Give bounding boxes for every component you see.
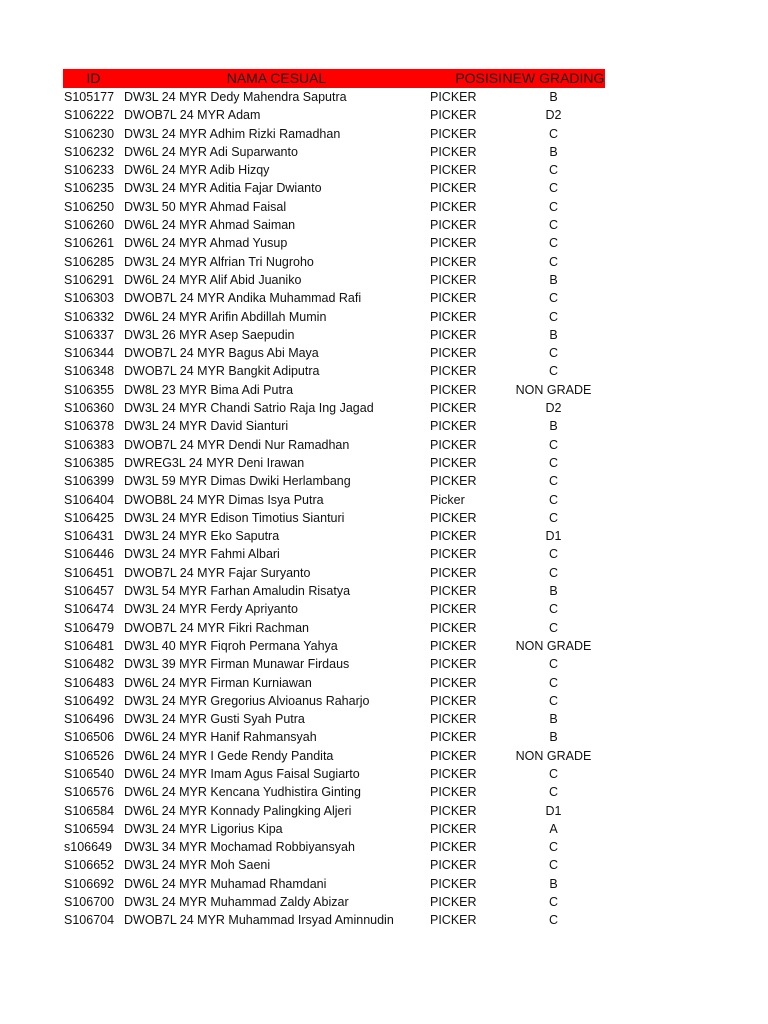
cell-posisi[interactable]: PICKER (430, 730, 477, 745)
cell-posisi[interactable]: PICKER (430, 766, 477, 781)
cell-id[interactable]: S105177 (64, 90, 115, 104)
table-row (63, 234, 605, 252)
table-row (63, 472, 605, 490)
table-row (63, 362, 605, 380)
cell-grading[interactable]: C (548, 199, 559, 214)
table-row (63, 820, 605, 838)
cell-posisi[interactable]: PICKER (430, 455, 477, 470)
table-row (63, 381, 605, 399)
cell-name[interactable]: DW3L 40 MYR Fiqroh Permana Yahya (124, 638, 338, 653)
table-row (63, 491, 605, 509)
cell-posisi[interactable]: PICKER (430, 126, 477, 141)
cell-name[interactable]: DW3L 24 MYR Muhammad Zaldy Abizar (124, 895, 349, 910)
cell-id[interactable]: S106700 (64, 895, 115, 910)
table-row (63, 765, 605, 783)
cell-posisi[interactable]: PICKER (430, 693, 477, 708)
cell-id[interactable]: S106285 (64, 254, 115, 269)
cell-id[interactable]: S106425 (64, 510, 115, 525)
cell-posisi[interactable]: PICKER (430, 840, 477, 855)
cell-grading[interactable]: C (548, 346, 559, 361)
cell-name[interactable]: DW6L 24 MYR Imam Agus Faisal Sugiarto (124, 766, 360, 781)
cell-name[interactable]: DW6L 24 MYR Hanif Rahmansyah (124, 730, 317, 745)
cell-posisi[interactable]: PICKER (430, 620, 477, 635)
cell-grading[interactable]: NON GRADE (515, 382, 592, 397)
cell-name[interactable]: DW3L 26 MYR Asep Saepudin (124, 327, 295, 342)
cell-id[interactable]: S106481 (64, 638, 115, 653)
cell-name[interactable]: DW6L 24 MYR Kencana Yudhistira Ginting (124, 785, 361, 800)
table-row (63, 417, 605, 435)
cell-name[interactable]: DW3L 24 MYR Adhim Rizki Ramadhan (124, 126, 341, 141)
table-row (63, 783, 605, 801)
table-row (63, 527, 605, 545)
cell-grading[interactable]: C (548, 181, 559, 196)
cell-posisi[interactable]: PICKER (430, 419, 477, 434)
cell-name[interactable]: DW3L 24 MYR David Sianturi (124, 419, 289, 434)
cell-grading[interactable]: C (548, 913, 559, 928)
cell-grading[interactable]: C (548, 895, 559, 910)
cell-name[interactable]: DWOB8L 24 MYR Dimas Isya Putra (124, 492, 324, 507)
cell-posisi[interactable]: PICKER (430, 547, 477, 562)
cell-name[interactable]: DW6L 24 MYR Adi Suparwanto (124, 144, 298, 159)
cell-posisi[interactable]: PICKER (430, 602, 477, 617)
cell-posisi[interactable]: PICKER (430, 364, 477, 379)
cell-posisi[interactable]: PICKER (430, 821, 477, 836)
cell-name[interactable]: DWREG3L 24 MYR Deni Irawan (124, 455, 305, 470)
cell-posisi[interactable]: PICKER (430, 876, 477, 891)
table-row (63, 655, 605, 673)
cell-posisi[interactable]: PICKER (430, 90, 477, 104)
cell-posisi[interactable]: PICKER (430, 529, 477, 544)
cell-name[interactable]: DW3L 24 MYR Aditia Fajar Dwianto (124, 181, 322, 196)
cell-grading[interactable]: B (549, 90, 558, 104)
cell-name[interactable]: DW3L 24 MYR Edison Timotius Sianturi (124, 510, 345, 525)
cell-name[interactable]: DW3L 39 MYR Firman Munawar Firdaus (124, 657, 350, 672)
cell-id[interactable]: S106652 (64, 858, 115, 873)
cell-posisi[interactable]: PICKER (430, 895, 477, 910)
cell-grading[interactable]: C (548, 364, 559, 379)
cell-posisi[interactable]: PICKER (430, 803, 477, 818)
cell-posisi[interactable]: PICKER (430, 858, 477, 873)
table-row (63, 564, 605, 582)
table-row (63, 125, 605, 143)
cell-grading[interactable]: C (548, 565, 559, 580)
cell-name[interactable]: DW3L 24 MYR Gregorius Alvioanus Raharjo (124, 693, 370, 708)
cell-id[interactable]: s106649 (64, 840, 112, 855)
cell-name[interactable]: DW3L 59 MYR Dimas Dwiki Herlambang (124, 474, 351, 489)
cell-posisi[interactable]: PICKER (430, 254, 477, 269)
cell-id[interactable]: S106383 (64, 437, 115, 452)
cell-id[interactable]: S106260 (64, 218, 115, 233)
cell-id[interactable]: S106399 (64, 474, 115, 489)
cell-name[interactable]: DW3L 24 MYR Chandi Satrio Raja Ing Jagad (124, 401, 374, 416)
cell-grading[interactable]: C (548, 218, 559, 233)
table-row (63, 674, 605, 692)
cell-posisi[interactable]: PICKER (430, 565, 477, 580)
table-row (63, 802, 605, 820)
cell-grading[interactable]: C (548, 547, 559, 562)
cell-name[interactable]: DW3L 24 MYR Dedy Mahendra Saputra (124, 90, 347, 104)
cell-grading[interactable]: C (548, 309, 559, 324)
table-row (63, 253, 605, 271)
cell-id[interactable]: S106250 (64, 199, 115, 214)
cell-id[interactable]: S106230 (64, 126, 115, 141)
cell-name[interactable]: DWOB7L 24 MYR Andika Muhammad Rafi (124, 291, 362, 306)
cell-name[interactable]: DW3L 24 MYR Ligorius Kipa (124, 821, 283, 836)
spreadsheet-table (63, 69, 605, 930)
cell-name[interactable]: DWOB7L 24 MYR Fajar Suryanto (124, 565, 311, 580)
cell-name[interactable]: DW3L 24 MYR Eko Saputra (124, 529, 280, 544)
cell-id[interactable]: S106404 (64, 492, 115, 507)
table-row (63, 326, 605, 344)
cell-grading[interactable]: D2 (545, 401, 562, 416)
table-row (63, 143, 605, 161)
cell-grading[interactable]: C (548, 437, 559, 452)
cell-id[interactable]: S106540 (64, 766, 115, 781)
table-row (63, 179, 605, 197)
cell-name[interactable]: DW3L 50 MYR Ahmad Faisal (124, 199, 287, 214)
table-row (63, 911, 605, 929)
cell-grading[interactable]: NON GRADE (515, 638, 592, 653)
table-row (63, 710, 605, 728)
table-row (63, 875, 605, 893)
cell-posisi[interactable]: PICKER (430, 309, 477, 324)
cell-grading[interactable]: D2 (545, 108, 562, 123)
cell-posisi[interactable]: PICKER (430, 144, 477, 159)
cell-id[interactable]: S106233 (64, 163, 115, 178)
cell-id[interactable]: S106492 (64, 693, 115, 708)
cell-id[interactable]: S106261 (64, 236, 115, 251)
cell-name[interactable]: DW8L 23 MYR Bima Adi Putra (124, 382, 294, 397)
cell-id[interactable]: S106584 (64, 803, 115, 818)
cell-id[interactable]: S106474 (64, 602, 115, 617)
cell-posisi[interactable]: PICKER (430, 510, 477, 525)
cell-id[interactable]: S106344 (64, 346, 115, 361)
cell-posisi[interactable]: PICKER (430, 712, 477, 727)
cell-posisi[interactable]: PICKER (430, 785, 477, 800)
cell-id[interactable]: S106291 (64, 272, 115, 287)
cell-grading[interactable]: C (548, 785, 559, 800)
cell-grading[interactable]: B (549, 272, 558, 287)
table-row (63, 289, 605, 307)
cell-grading[interactable]: C (548, 291, 559, 306)
cell-posisi[interactable]: PICKER (430, 163, 477, 178)
table-row (63, 271, 605, 289)
cell-grading[interactable]: A (549, 821, 558, 836)
table-row (63, 88, 605, 106)
cell-posisi[interactable]: PICKER (430, 272, 477, 287)
table-row (63, 637, 605, 655)
cell-id[interactable]: S106457 (64, 584, 115, 599)
cell-grading[interactable]: C (548, 163, 559, 178)
cell-id[interactable]: S106479 (64, 620, 115, 635)
cell-grading[interactable]: C (548, 510, 559, 525)
cell-name[interactable]: DW6L 24 MYR Konnady Palingking Aljeri (124, 803, 352, 818)
cell-id[interactable]: S106235 (64, 181, 115, 196)
header-new-grading[interactable]: NEW GRADING (502, 70, 605, 86)
cell-name[interactable]: DW3L 24 MYR Gusti Syah Putra (124, 712, 305, 727)
cell-name[interactable]: DW6L 24 MYR Firman Kurniawan (124, 675, 312, 690)
cell-name[interactable]: DW6L 24 MYR Adib Hizqy (124, 163, 270, 178)
cell-posisi[interactable]: PICKER (430, 181, 477, 196)
cell-posisi[interactable]: PICKER (430, 401, 477, 416)
cell-id[interactable]: S106232 (64, 144, 115, 159)
cell-posisi[interactable]: PICKER (430, 584, 477, 599)
cell-grading[interactable]: B (549, 584, 558, 599)
cell-id[interactable]: S106496 (64, 712, 115, 727)
table-row (63, 692, 605, 710)
cell-name[interactable]: DW3L 24 MYR Moh Saeni (124, 858, 271, 873)
table-row (63, 344, 605, 362)
cell-name[interactable]: DW3L 34 MYR Mochamad Robbiyansyah (124, 840, 355, 855)
cell-posisi[interactable]: PICKER (430, 199, 477, 214)
cell-grading[interactable]: C (548, 766, 559, 781)
cell-name[interactable]: DWOB7L 24 MYR Muhammad Irsyad Aminnudin (124, 913, 394, 928)
cell-posisi[interactable]: Picker (430, 492, 465, 507)
cell-name[interactable]: DW6L 24 MYR Ahmad Yusup (124, 236, 288, 251)
cell-posisi[interactable]: PICKER (430, 236, 477, 251)
cell-id[interactable]: S106303 (64, 291, 115, 306)
cell-posisi[interactable]: PICKER (430, 291, 477, 306)
cell-posisi[interactable]: PICKER (430, 748, 477, 763)
cell-grading[interactable]: D1 (545, 803, 562, 818)
cell-posisi[interactable]: PICKER (430, 346, 477, 361)
cell-name[interactable]: DW6L 24 MYR Alif Abid Juaniko (124, 272, 302, 287)
cell-id[interactable]: S106692 (64, 876, 115, 891)
table-row (63, 600, 605, 618)
cell-name[interactable]: DW6L 24 MYR Ahmad Saiman (124, 218, 296, 233)
cell-id[interactable]: S106483 (64, 675, 115, 690)
table-row (63, 728, 605, 746)
cell-id[interactable]: S106704 (64, 913, 115, 928)
cell-grading[interactable]: B (549, 327, 558, 342)
cell-name[interactable]: DWOB7L 24 MYR Bagus Abi Maya (124, 346, 319, 361)
cell-name[interactable]: DWOB7L 24 MYR Adam (124, 108, 261, 123)
cell-grading[interactable]: C (548, 455, 559, 470)
cell-name[interactable]: DWOB7L 24 MYR Dendi Nur Ramadhan (124, 437, 350, 452)
cell-grading[interactable]: D1 (545, 529, 562, 544)
cell-posisi[interactable]: PICKER (430, 327, 477, 342)
cell-grading[interactable]: NON GRADE (515, 748, 592, 763)
table-row (63, 838, 605, 856)
cell-grading[interactable]: C (548, 858, 559, 873)
cell-grading[interactable]: C (548, 126, 559, 141)
table-row (63, 582, 605, 600)
cell-id[interactable]: S106446 (64, 547, 115, 562)
cell-posisi[interactable]: PICKER (430, 218, 477, 233)
cell-grading[interactable]: C (548, 492, 559, 507)
cell-grading[interactable]: C (548, 474, 559, 489)
cell-id[interactable]: S106355 (64, 382, 115, 397)
cell-name[interactable]: DWOB7L 24 MYR Fikri Rachman (124, 620, 309, 635)
header-id[interactable]: ID (86, 70, 101, 86)
cell-id[interactable]: S106576 (64, 785, 115, 800)
header-posisi[interactable]: POSISI (455, 70, 502, 86)
cell-id[interactable]: S106385 (64, 455, 115, 470)
header-row (63, 69, 605, 88)
cell-id[interactable]: S106594 (64, 821, 115, 836)
cell-posisi[interactable]: PICKER (430, 474, 477, 489)
cell-id[interactable]: S106378 (64, 419, 115, 434)
cell-grading[interactable]: C (548, 840, 559, 855)
cell-posisi[interactable]: PICKER (430, 437, 477, 452)
table-row (63, 893, 605, 911)
cell-grading[interactable]: B (549, 144, 558, 159)
cell-grading[interactable]: C (548, 236, 559, 251)
table-row (63, 399, 605, 417)
table-row (63, 198, 605, 216)
table-row (63, 216, 605, 234)
cell-id[interactable]: S106431 (64, 529, 115, 544)
cell-grading[interactable]: C (548, 620, 559, 635)
cell-posisi[interactable]: PICKER (430, 675, 477, 690)
cell-posisi[interactable]: PICKER (430, 108, 477, 123)
table-row (63, 454, 605, 472)
header-nama-cesual[interactable]: NAMA CESUAL (226, 70, 327, 86)
cell-grading[interactable]: B (549, 730, 558, 745)
cell-id[interactable]: S106222 (64, 108, 115, 123)
cell-grading[interactable]: B (549, 712, 558, 727)
cell-grading[interactable]: C (548, 602, 559, 617)
cell-id[interactable]: S106451 (64, 565, 115, 580)
table-row (63, 747, 605, 765)
table-row (63, 106, 605, 124)
cell-id[interactable]: S106526 (64, 748, 115, 763)
cell-grading[interactable]: C (548, 693, 559, 708)
table-row (63, 619, 605, 637)
table-row (63, 161, 605, 179)
cell-posisi[interactable]: PICKER (430, 382, 477, 397)
cell-id[interactable]: S106482 (64, 657, 115, 672)
table-row (63, 509, 605, 527)
cell-posisi[interactable]: PICKER (430, 657, 477, 672)
cell-name[interactable]: DW6L 24 MYR I Gede Rendy Pandita (124, 748, 334, 763)
cell-name[interactable]: DW3L 24 MYR Ferdy Apriyanto (124, 602, 298, 617)
cell-id[interactable]: S106360 (64, 401, 115, 416)
table-row (63, 545, 605, 563)
cell-id[interactable]: S106337 (64, 327, 115, 342)
cell-id[interactable]: S106506 (64, 730, 115, 745)
cell-grading[interactable]: C (548, 254, 559, 269)
table-row (63, 436, 605, 454)
cell-name[interactable]: DW3L 24 MYR Alfrian Tri Nugroho (124, 254, 314, 269)
cell-id[interactable]: S106348 (64, 364, 115, 379)
cell-grading[interactable]: C (548, 675, 559, 690)
cell-grading[interactable]: C (548, 657, 559, 672)
cell-name[interactable]: DWOB7L 24 MYR Bangkit Adiputra (124, 364, 320, 379)
cell-grading[interactable]: B (549, 876, 558, 891)
cell-posisi[interactable]: PICKER (430, 638, 477, 653)
cell-name[interactable]: DW6L 24 MYR Arifin Abdillah Mumin (124, 309, 327, 324)
cell-name[interactable]: DW3L 54 MYR Farhan Amaludin Risatya (124, 584, 351, 599)
table-row (63, 856, 605, 874)
cell-posisi[interactable]: PICKER (430, 913, 477, 928)
cell-name[interactable]: DW3L 24 MYR Fahmi Albari (124, 547, 280, 562)
table-body (63, 88, 605, 930)
table-row (63, 308, 605, 326)
cell-name[interactable]: DW6L 24 MYR Muhamad Rhamdani (124, 876, 327, 891)
cell-grading[interactable]: B (549, 419, 558, 434)
cell-id[interactable]: S106332 (64, 309, 115, 324)
